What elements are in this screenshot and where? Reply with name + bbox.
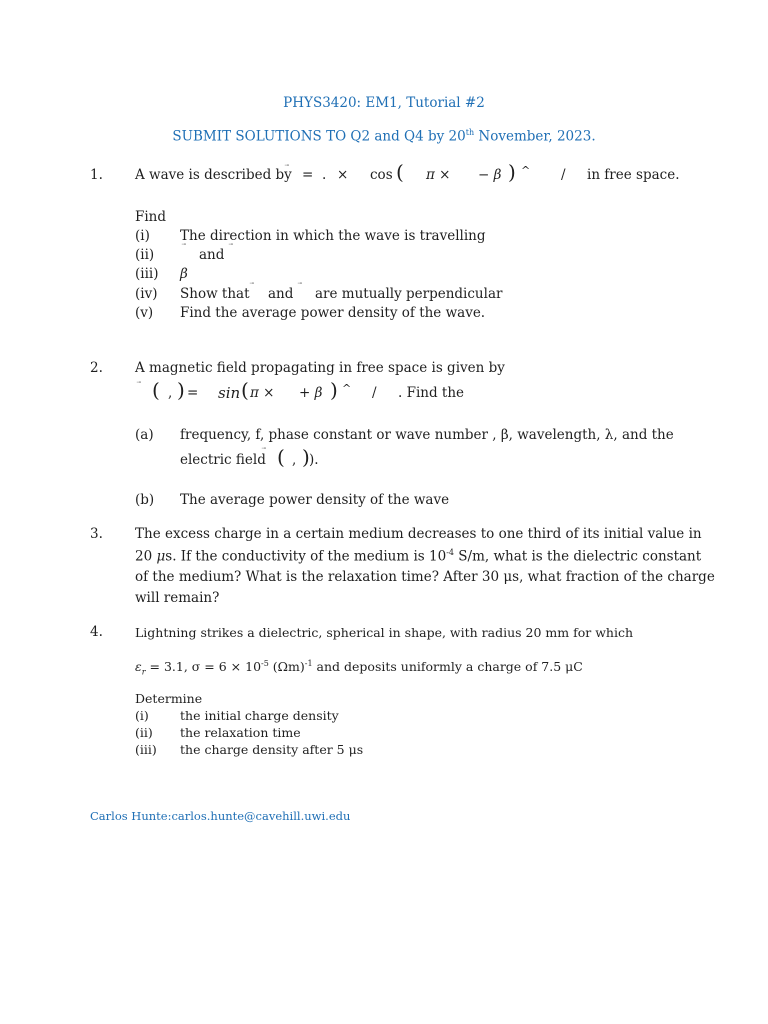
q4-epsilon-sub: r — [141, 667, 146, 677]
q4-exponent: -1 — [304, 659, 313, 668]
q2-part-b-text: The average power density of the wave — [180, 492, 450, 508]
q1-item-label: (iv) — [135, 286, 158, 302]
q2-field-close-paren: ) — [302, 445, 310, 469]
q1-find: Find — [135, 209, 167, 225]
q4-item-text: the initial charge density — [180, 708, 339, 723]
q1-lead: A wave is described by — [135, 167, 292, 183]
q4-line: Lightning strikes a dielectric, spherical in shape, with radius 20 mm for which — [135, 625, 633, 640]
q1-eq-equals: = — [302, 167, 314, 183]
q1-item-text: The direction in which the wave is travelling — [180, 228, 486, 244]
q1-item-label: (i) — [135, 228, 150, 244]
q2-number: 2. — [90, 360, 103, 376]
q4-item-text: the charge density after 5 μs — [180, 742, 364, 757]
q1-tail: in free space. — [587, 167, 680, 183]
q4-param-part: = 3.1, σ = 6 × 10 — [145, 659, 262, 675]
q3-exponent: -4 — [446, 548, 454, 557]
q4-item-text: the relaxation time — [180, 725, 301, 740]
page-title: PHYS3420: EM1, Tutorial #2 — [283, 95, 485, 111]
submission-notice-sup: th — [465, 128, 475, 137]
q1-eq-slash: / — [561, 167, 566, 183]
q3-line: of the medium? What is the relaxation time? After 30 μs, what fraction of the charge — [135, 569, 715, 585]
q2-eq-plus-beta: + β — [299, 385, 323, 401]
q3-mu: μ — [156, 548, 166, 565]
q1-item-label: (iii) — [135, 266, 159, 282]
q2-part-a-text: frequency, f, phase constant or wave number , β, wavelength, λ, and the — [180, 427, 674, 443]
submission-notice — [0, 128, 768, 145]
q1-item-label: (v) — [135, 305, 154, 321]
q2-field-comma: , — [292, 452, 297, 468]
q4-exponent: -5 — [261, 659, 269, 668]
footer-contact[interactable]: Carlos Hunte:carlos.hunte@cavehill.uwi.edu — [90, 809, 351, 823]
q2-eq-pi: π × — [250, 385, 275, 401]
q2-part-a-text: electric field — [180, 452, 266, 468]
submission-notice-post: November, 2023. — [474, 128, 596, 145]
q4-item-label: (i) — [135, 708, 149, 723]
q1-item-label: (ii) — [135, 247, 155, 263]
q3-number: 3. — [90, 526, 103, 542]
q3-line-part: S/m, what is the dielectric constant — [453, 548, 702, 565]
q4-param-part: and deposits uniformly a charge of 7.5 μC — [312, 659, 583, 675]
q3-line — [135, 548, 701, 565]
q2-eq-close-paren: ) — [330, 378, 338, 402]
q1-eq-dot: . — [322, 167, 327, 183]
q4-item-label: (iii) — [135, 742, 157, 757]
q2-part-a-end: ). — [309, 452, 319, 468]
q4-param-part: (Ωm) — [268, 659, 305, 675]
q2-eq-open-paren: ( — [152, 378, 160, 402]
q2-eq-equals: = — [187, 385, 199, 401]
q2-part-a-label: (a) — [135, 427, 154, 443]
q1-eq-close-paren: ) — [508, 160, 516, 184]
q1-item-text: are mutually perpendicular — [315, 286, 503, 302]
q1-eq-cos: cos — [370, 167, 393, 183]
q1-item-text: Show that — [180, 286, 250, 302]
q4-epsilon: ε — [135, 659, 142, 675]
q1-eq-minus-beta: − β — [478, 167, 502, 183]
q2-field-open-paren: ( — [277, 445, 285, 469]
q2-eq-open-paren: ( — [241, 378, 249, 402]
q1-item-text: Find the average power density of the wave. — [180, 305, 486, 321]
q1-eq-pi: π × — [426, 167, 451, 183]
q4-parameters — [135, 659, 583, 677]
q1-number: 1. — [90, 167, 103, 183]
q2-lead: A magnetic field propagating in free space is given by — [135, 360, 505, 376]
q1-item-text: β — [180, 266, 188, 282]
q2-eq-sin: sin — [218, 384, 241, 402]
q3-line: will remain? — [135, 590, 220, 606]
q2-eq-unit-hat: ^ — [342, 382, 352, 395]
q1-eq-open-paren: ( — [396, 160, 404, 184]
q2-eq-comma: , — [168, 385, 173, 401]
q4-determine: Determine — [135, 691, 203, 706]
q3-line-part: s. If the conductivity of the medium is 10 — [165, 548, 447, 565]
q1-eq-times: × — [337, 167, 349, 183]
q3-line: The excess charge in a certain medium decreases to one third of its initial value in — [135, 526, 702, 542]
q2-part-b-label: (b) — [135, 492, 155, 508]
q2-eq-close-paren: ) — [177, 378, 185, 402]
q4-number: 4. — [90, 624, 103, 640]
q1-eq-unit-hat: ^ — [521, 164, 531, 177]
q2-eq-tail: . Find the — [398, 385, 465, 401]
q2-eq-slash: / — [372, 385, 377, 401]
submission-notice-pre: SUBMIT SOLUTIONS TO Q2 and Q4 by 20 — [172, 128, 466, 145]
q1-item-text: and — [199, 247, 225, 263]
q4-item-label: (ii) — [135, 725, 153, 740]
q1-item-text: and — [268, 286, 294, 302]
q3-line-part: 20 — [135, 548, 157, 565]
